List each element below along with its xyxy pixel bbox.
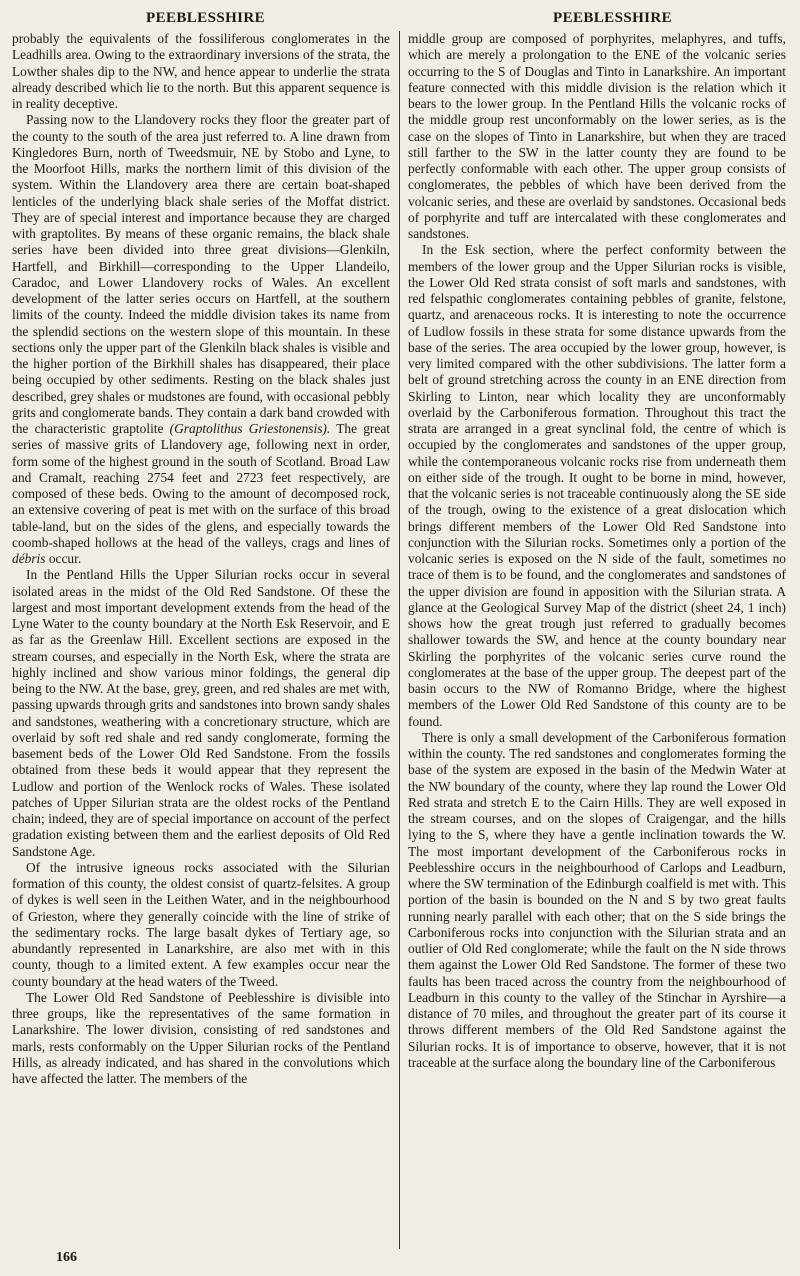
running-head-right: PEEBLESSHIRE <box>553 10 673 26</box>
paragraph-text: The great series of massive grits of Llandovery age, following next in order, form some of the highest ground in the south of Scotland. Broad Law and Cramalt, reaching 2754 feet and 2723 feet respectively, are composed of these beds. Owing to the amount of decomposed rock, an extensive covering of peat is met with on the surface of this broad table-land, but on the sides of the glens, and especially towards the coomb-shaped hollows at the head of the valleys, crags and lines of <box>12 421 390 550</box>
left-column <box>12 31 390 1249</box>
paragraph-text: occur. <box>48 551 82 566</box>
paragraph <box>12 112 390 567</box>
running-head-left: PEEBLESSHIRE <box>146 10 266 26</box>
paragraph: There is only a small development of the Carboniferous formation within the county. The red sandstones and conglomerates forming the base of the system are exposed in the basin of the Medwin Water at the NW boundary of the county, where they lap round the Lower Old Red strata and stretch E to the Cairn Hills. They are well exposed in the stream courses, and on the slopes of Craigengar, and the hills lying to the S, where they have a gentle inclination towards the W. The most important development of the Carboniferous rocks in Peeblesshire occurs in the neighbourhood of Carlops and Leadburn, where the SW termination of the Edinburgh coalfield is met with. This portion of the basin is bounded on the N and S by two great faults running nearly parallel with each other; that on the S side brings the Carboniferous rocks into conjunction with the Silurian strata and an outlier of Old Red conglomerate; while the fault on the N side throws them against the Lower Old Red Sandstone. The former of these two faults has been traced across the country from the neighbourhood of Leadburn in this county to the valley of the Stinchar in Ayrshire—a distance of 70 miles, and throughout the greater part of its course it throws different members of the Old Red Sandstone against the Silurian rocks. It is of importance to observe, however, that it is not traceable at the surface along the boundary line of the Carboniferous <box>408 729 786 1070</box>
paragraph: middle group are composed of porphyrites, melaphyres, and tuffs, which are merely a prolongation to the ENE of the volcanic series occurring to the S of Douglas and Tinto in Lanarkshire. An important feature connected with this middle division is the relation which it bears to the lower group. In the Pentland Hills the volcanic rocks of the middle group rest unconformably on the lower series, as is the case on the slopes of Tinto in Lanarkshire, but when they are traced still farther to the SW in the latter county they are found to be perfectly conformable with each other. The upper group consists of conglomerates, the pebbles of which have been derived from the volcanic series, and these are overlaid by sandstones. Occasional beds of porphyrite and tuff are intercalated with these conglomerates and sandstones. <box>408 31 786 241</box>
italic-term: débris <box>12 551 46 566</box>
page-number: 166 <box>56 1250 77 1265</box>
paragraph: In the Esk section, where the perfect conformity between the members of the lower group and the Upper Silurian rocks is visible, the Lower Old Red strata consist of soft marls and sandstones, with red felspathic conglomerates containing pebbles of granite, felstone, quartz, and arenaceous rocks. It is interesting to note the occurrence of Ludlow fossils in these strata for some distance upwards from the base of the series. The area occupied by the lower group, however, is very limited compared with the other subdivisions. The latter form a belt of ground stretching across the county in an ENE direction from Skirling to Linton, near which locality they are unconformably overlaid by the Carboniferous formation. Throughout this tract the strata are arranged in a great synclinal fold, the centre of which is occupied by the conglomerates and sandstones of the upper group, while the contemporaneous volcanic rocks rise from underneath them on either side of the trough. It ought to be borne in mind, however, that the volcanic series is not traceable continuously along the SE side of the trough, owing to the existence of a great dislocation which brings different members of the Lower Old Red Sandstone into conjunction with the Silurian rocks. Sometimes only a portion of the volcanic series is exposed on the N side of the fault, sometimes no trace of them is to be found, and the conglomerates and sandstones of the upper division are found in apposition with the Silurian strata. A glance at the Geological Survey Map of the district (sheet 24, 1 inch) shows how the great trough just referred to gradually becomes shallower towards the SW, and hence at the county boundary near Skirling the porphyrites of the volcanic series curve round the conglomerates at the base of the upper group. The deepest part of the basin occurs to the NW of Romanno Bridge, where the highest members of the Lower Old Red Sandstone of this county are to be found. <box>408 242 786 729</box>
paragraph: probably the equivalents of the fossiliferous conglomerates in the Leadhills area. Owing to the extraordinary inversions of the strata, the Lowther shales dip to the NW, and hence appear to underlie the strata already described which lie to the north. But this apparent sequence is in reality deceptive. <box>12 31 390 111</box>
paragraph: Of the intrusive igneous rocks associated with the Silurian formation of this county, the oldest consist of quartz-felsites. A group of dykes is well seen in the Leithen Water, and in the neighbourhood of Grieston, where they generally coincide with the line of strike of the sedimentary rocks. The large basalt dykes of Tertiary age, so abundantly represented in Lanarkshire, are also met with in this county, though to a limited extent. A few examples occur near the county boundary at the head waters of the Tweed. <box>12 859 390 989</box>
right-column <box>408 31 786 1249</box>
paragraph: In the Pentland Hills the Upper Silurian rocks occur in several isolated areas in the midst of the Old Red Sandstone. Of these the largest and most important development extends from the head of the Lyne Water to the county boundary at the North Esk Reservoir, and E as far as the Greenlaw Hill. Excellent sections are exposed in the stream courses, and especially in the North Esk, where the strata are highly inclined and show various minor foldings, the general dip being to the NW. At the base, grey, green, and red shales are met with, passing upwards through grits and sandstones into brown sandy shales and sandstones, weathering with a concretionary structure, which are overlaid by soft red shale and red sandy conglomerate, forming the basement beds of the Lower Old Red Sandstone. From the fossils obtained from these beds it would appear that they represent the Ludlow and portion of the Wenlock rocks of Wales. These isolated patches of Upper Silurian strata are the oldest rocks of the Pentland chain; indeed, they are of special importance on account of the perfect gradation existing between them and the earliest deposits of Old Red Sandstone Age. <box>12 567 390 859</box>
paragraph: The Lower Old Red Sandstone of Peeblesshire is divisible into three groups, like the representatives of the same formation in Lanarkshire. The lower division, consisting of red sandstones and marls, rests conformably on the Upper Silurian rocks of the Pentland Hills, as already indicated, and has shared in the convolutions which have affected the latter. The members of the <box>12 989 390 1086</box>
running-header <box>12 6 788 32</box>
species-name: (Graptolithus Griestonensis). <box>169 421 331 436</box>
paragraph-text: Passing now to the Llandovery rocks they floor the greater part of the county to the south of the area just referred to. A line drawn from Kingledores Burn, north of Tweedsmuir, NE by Stobo and Lyne, to the Moorfoot Hills, marks the northern limit of this division of the system. Within the Llandovery area there are certain boat-shaped lenticles of the underlying black shale series of the Moffat district. They are of special interest and importance because they are charged with graptolites. By means of these organic remains, the black shale series have been divided into three great divisions—Glenkiln, Hartfell, and Birkhill—corresponding to the Upper Llandeilo, Caradoc, and Lower Llandovery rocks of Wales. An excellent development of the latter series occurs on Hartfell, at the southern limits of the county. Indeed the middle division takes its name from the splendid sections on the western slope of this mountain. In these sections only the upper part of the Glenkiln black shales is visible and the higher portion of the Birkhill shales has disappeared, their place being occupied by other sediments. Resting on the black shales just described, grey shales or mudstones are found, with occasional pebbly grits and conglomerate bands. They contain a dark band crowded with the characteristic graptolite <box>12 112 390 436</box>
column-divider <box>399 31 400 1249</box>
text-columns <box>12 31 788 1249</box>
